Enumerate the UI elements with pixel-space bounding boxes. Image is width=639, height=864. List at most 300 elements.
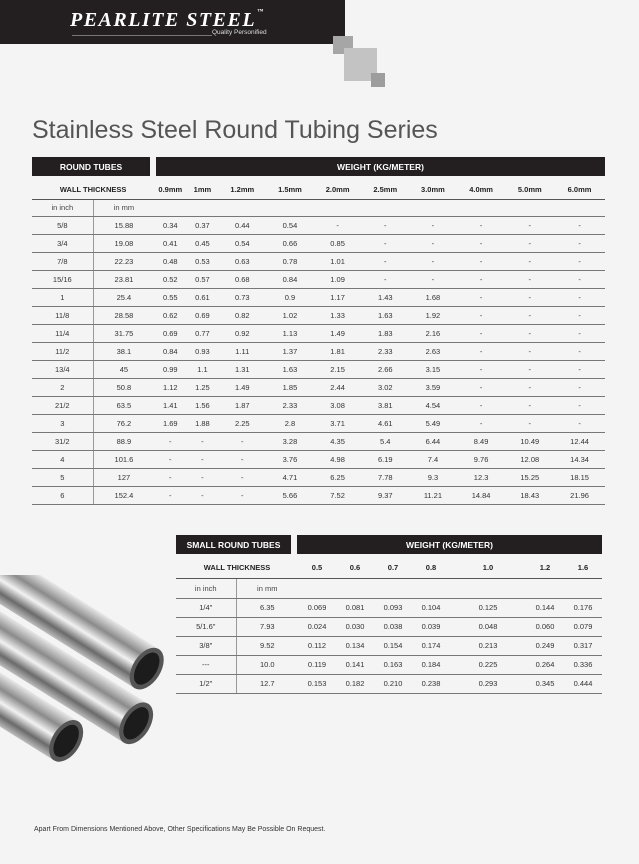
size-mm: 76.2: [93, 414, 154, 432]
weight-value: 9.37: [361, 486, 409, 504]
weight-value: 0.112: [298, 636, 336, 655]
weight-value: 1.12: [154, 378, 186, 396]
weight-value: 0.444: [564, 674, 602, 693]
weight-value: 0.154: [374, 636, 412, 655]
weight-value: 9.3: [409, 468, 457, 486]
thickness-header: 0.6: [336, 558, 374, 578]
decor-square: [371, 73, 385, 87]
weight-value: -: [554, 324, 605, 342]
logo-rule: [72, 35, 212, 36]
weight-value: 0.53: [186, 252, 218, 270]
weight-value: 3.28: [266, 432, 314, 450]
weight-value: 0.081: [336, 598, 374, 617]
weight-value: 8.49: [457, 432, 506, 450]
weight-value: 2.66: [361, 360, 409, 378]
weight-value: -: [218, 450, 266, 468]
weight-value: -: [457, 306, 506, 324]
weight-value: -: [457, 270, 506, 288]
size-inch: 1: [32, 288, 93, 306]
weight-value: 3.76: [266, 450, 314, 468]
weight-value: -: [154, 450, 186, 468]
weight-value: 0.37: [186, 216, 218, 234]
weight-value: -: [554, 288, 605, 306]
weight-value: 0.141: [336, 655, 374, 674]
weight-value: -: [554, 270, 605, 288]
spacer-cell: [154, 199, 605, 216]
size-inch: 6: [32, 486, 93, 504]
weight-value: 2.63: [409, 342, 457, 360]
round-tubes-weight-header: WEIGHT (KG/METER): [156, 157, 605, 176]
weight-value: 1.25: [186, 378, 218, 396]
thickness-header: 0.7: [374, 558, 412, 578]
weight-value: 2.33: [266, 396, 314, 414]
weight-value: 0.069: [298, 598, 336, 617]
weight-value: -: [554, 216, 605, 234]
weight-value: 1.88: [186, 414, 218, 432]
size-inch: 5/1.6": [176, 617, 236, 636]
weight-value: 1.31: [218, 360, 266, 378]
weight-value: -: [457, 414, 506, 432]
table-row: [32, 216, 605, 234]
wall-thickness-label: WALL THICKNESS: [176, 558, 298, 578]
wall-thickness-label: WALL THICKNESS: [32, 180, 154, 199]
weight-value: 1.81: [314, 342, 362, 360]
brand-name: PEARLITE STEEL: [70, 9, 257, 31]
weight-value: -: [457, 342, 506, 360]
weight-value: 1.1: [186, 360, 218, 378]
weight-value: 0.024: [298, 617, 336, 636]
footer-note: Apart From Dimensions Mentioned Above, Other Specifications May Be Possible On Request.: [34, 826, 326, 833]
weight-value: 0.68: [218, 270, 266, 288]
weight-value: 0.182: [336, 674, 374, 693]
weight-value: 0.44: [218, 216, 266, 234]
weight-value: 4.71: [266, 468, 314, 486]
weight-value: 0.99: [154, 360, 186, 378]
weight-value: 2.25: [218, 414, 266, 432]
round-tubes-table: [32, 180, 605, 505]
weight-value: 0.93: [186, 342, 218, 360]
size-inch: 2: [32, 378, 93, 396]
size-inch: 11/8: [32, 306, 93, 324]
weight-value: 12.08: [505, 450, 554, 468]
weight-value: 1.63: [266, 360, 314, 378]
weight-value: -: [505, 360, 554, 378]
weight-value: 1.49: [218, 378, 266, 396]
table-row: [176, 617, 602, 636]
weight-value: 0.317: [564, 636, 602, 655]
size-mm: 19.08: [93, 234, 154, 252]
weight-value: -: [314, 216, 362, 234]
size-mm: 25.4: [93, 288, 154, 306]
size-mm: 12.7: [236, 674, 298, 693]
thickness-header: 3.0mm: [409, 180, 457, 199]
thickness-header: 2.0mm: [314, 180, 362, 199]
size-inch: 15/16: [32, 270, 93, 288]
small-tubes-table: [176, 558, 602, 694]
weight-value: -: [505, 288, 554, 306]
thickness-header: 1.0: [450, 558, 526, 578]
size-inch: 13/4: [32, 360, 93, 378]
weight-value: 6.44: [409, 432, 457, 450]
weight-value: 5.49: [409, 414, 457, 432]
thickness-header: 0.5: [298, 558, 336, 578]
weight-value: 1.09: [314, 270, 362, 288]
thickness-header: 0.8: [412, 558, 450, 578]
weight-value: 1.43: [361, 288, 409, 306]
size-inch: 7/8: [32, 252, 93, 270]
weight-value: 0.210: [374, 674, 412, 693]
weight-value: 3.02: [361, 378, 409, 396]
thickness-header: 1mm: [186, 180, 218, 199]
small-tubes-weight-header: WEIGHT (KG/METER): [297, 535, 602, 554]
weight-value: -: [154, 432, 186, 450]
size-inch: 11/2: [32, 342, 93, 360]
weight-value: 0.9: [266, 288, 314, 306]
weight-value: -: [505, 306, 554, 324]
weight-value: 0.079: [564, 617, 602, 636]
weight-value: 2.15: [314, 360, 362, 378]
table-row: [32, 234, 605, 252]
weight-value: 0.048: [450, 617, 526, 636]
weight-value: 0.41: [154, 234, 186, 252]
weight-value: -: [554, 360, 605, 378]
weight-value: 1.01: [314, 252, 362, 270]
weight-value: 0.153: [298, 674, 336, 693]
table-row: [32, 306, 605, 324]
weight-value: 0.55: [154, 288, 186, 306]
weight-value: -: [409, 252, 457, 270]
weight-value: 6.25: [314, 468, 362, 486]
table-row: [32, 378, 605, 396]
weight-value: 0.134: [336, 636, 374, 655]
weight-value: 0.038: [374, 617, 412, 636]
weight-value: 14.84: [457, 486, 506, 504]
weight-value: 0.125: [450, 598, 526, 617]
thickness-header: 1.5mm: [266, 180, 314, 199]
weight-value: 1.02: [266, 306, 314, 324]
weight-value: -: [554, 252, 605, 270]
weight-value: 0.57: [186, 270, 218, 288]
weight-value: 3.15: [409, 360, 457, 378]
weight-value: -: [457, 324, 506, 342]
size-inch: 1/2": [176, 674, 236, 693]
weight-value: 0.69: [186, 306, 218, 324]
table-row: [32, 342, 605, 360]
weight-value: -: [186, 486, 218, 504]
weight-value: 0.176: [564, 598, 602, 617]
table-row: [32, 432, 605, 450]
weight-value: 1.83: [361, 324, 409, 342]
weight-value: -: [361, 270, 409, 288]
weight-value: 0.225: [450, 655, 526, 674]
table-row: [176, 636, 602, 655]
weight-value: 0.249: [526, 636, 564, 655]
weight-value: 12.44: [554, 432, 605, 450]
weight-value: 0.52: [154, 270, 186, 288]
weight-value: 0.119: [298, 655, 336, 674]
weight-value: 3.71: [314, 414, 362, 432]
weight-value: 0.61: [186, 288, 218, 306]
weight-value: 1.11: [218, 342, 266, 360]
table-row: [32, 396, 605, 414]
size-mm: 101.6: [93, 450, 154, 468]
weight-value: 4.35: [314, 432, 362, 450]
weight-value: 0.104: [412, 598, 450, 617]
size-inch: 21/2: [32, 396, 93, 414]
weight-value: -: [554, 342, 605, 360]
table-row: [32, 324, 605, 342]
thickness-header: 1.6: [564, 558, 602, 578]
round-tubes-header: ROUND TUBES: [32, 157, 150, 176]
weight-value: -: [554, 234, 605, 252]
weight-value: 1.69: [154, 414, 186, 432]
thickness-header-row: [176, 558, 602, 578]
weight-value: 1.33: [314, 306, 362, 324]
size-inch: 5: [32, 468, 93, 486]
weight-value: 11.21: [409, 486, 457, 504]
weight-value: 2.44: [314, 378, 362, 396]
weight-value: 0.093: [374, 598, 412, 617]
weight-value: 0.345: [526, 674, 564, 693]
table-row: [176, 598, 602, 617]
weight-value: -: [409, 234, 457, 252]
size-mm: 23.81: [93, 270, 154, 288]
brand-tagline: Quality Personified: [212, 29, 267, 36]
weight-value: -: [505, 378, 554, 396]
weight-value: -: [154, 468, 186, 486]
weight-value: -: [457, 396, 506, 414]
weight-value: -: [186, 468, 218, 486]
weight-value: -: [505, 216, 554, 234]
weight-value: 0.336: [564, 655, 602, 674]
weight-value: 0.82: [218, 306, 266, 324]
weight-value: -: [457, 288, 506, 306]
size-inch: ---: [176, 655, 236, 674]
weight-value: 1.49: [314, 324, 362, 342]
weight-value: 2.8: [266, 414, 314, 432]
size-mm: 7.93: [236, 617, 298, 636]
table-row: [176, 655, 602, 674]
weight-value: 6.19: [361, 450, 409, 468]
weight-value: -: [361, 216, 409, 234]
table-row: [32, 270, 605, 288]
weight-value: -: [457, 252, 506, 270]
unit-mm-label: in mm: [236, 578, 298, 598]
table-row: [32, 360, 605, 378]
weight-value: 4.98: [314, 450, 362, 468]
weight-value: 0.293: [450, 674, 526, 693]
table-row: [176, 674, 602, 693]
thickness-header: 6.0mm: [554, 180, 605, 199]
weight-value: 0.84: [266, 270, 314, 288]
weight-value: -: [505, 414, 554, 432]
weight-value: 0.62: [154, 306, 186, 324]
weight-value: -: [554, 396, 605, 414]
weight-value: 0.69: [154, 324, 186, 342]
size-inch: 3: [32, 414, 93, 432]
weight-value: -: [186, 450, 218, 468]
page-title: Stainless Steel Round Tubing Series: [32, 116, 438, 144]
size-inch: 11/4: [32, 324, 93, 342]
weight-value: -: [409, 270, 457, 288]
weight-value: -: [554, 414, 605, 432]
table-row: [32, 450, 605, 468]
weight-value: -: [457, 360, 506, 378]
weight-value: -: [457, 216, 506, 234]
weight-value: 0.163: [374, 655, 412, 674]
weight-value: -: [505, 252, 554, 270]
weight-value: 3.59: [409, 378, 457, 396]
weight-value: -: [554, 306, 605, 324]
weight-value: 0.54: [218, 234, 266, 252]
weight-value: -: [218, 468, 266, 486]
weight-value: 0.54: [266, 216, 314, 234]
table-row: [32, 468, 605, 486]
unit-inch-label: in inch: [176, 578, 236, 598]
weight-value: -: [218, 486, 266, 504]
size-inch: 4: [32, 450, 93, 468]
weight-value: 3.08: [314, 396, 362, 414]
size-mm: 63.5: [93, 396, 154, 414]
steel-tubes-image: [0, 575, 215, 815]
weight-value: 0.48: [154, 252, 186, 270]
weight-value: 15.25: [505, 468, 554, 486]
weight-value: 18.43: [505, 486, 554, 504]
weight-value: 0.184: [412, 655, 450, 674]
weight-value: 0.73: [218, 288, 266, 306]
weight-value: -: [361, 252, 409, 270]
weight-value: 0.039: [412, 617, 450, 636]
weight-value: 1.56: [186, 396, 218, 414]
weight-value: 10.49: [505, 432, 554, 450]
weight-value: 0.030: [336, 617, 374, 636]
thickness-header: 1.2: [526, 558, 564, 578]
weight-value: 14.34: [554, 450, 605, 468]
weight-value: 0.78: [266, 252, 314, 270]
table-row: [32, 414, 605, 432]
weight-value: -: [505, 396, 554, 414]
size-mm: 10.0: [236, 655, 298, 674]
size-mm: 152.4: [93, 486, 154, 504]
weight-value: 0.264: [526, 655, 564, 674]
size-mm: 6.35: [236, 598, 298, 617]
weight-value: 7.4: [409, 450, 457, 468]
weight-value: -: [186, 432, 218, 450]
size-mm: 15.88: [93, 216, 154, 234]
size-inch: 31/2: [32, 432, 93, 450]
size-inch: 3/8": [176, 636, 236, 655]
size-mm: 38.1: [93, 342, 154, 360]
table-row: [32, 486, 605, 504]
weight-value: 1.37: [266, 342, 314, 360]
size-mm: 50.8: [93, 378, 154, 396]
weight-value: -: [361, 234, 409, 252]
weight-value: -: [457, 378, 506, 396]
weight-value: 1.13: [266, 324, 314, 342]
weight-value: 4.54: [409, 396, 457, 414]
weight-value: 21.96: [554, 486, 605, 504]
weight-value: -: [154, 486, 186, 504]
size-mm: 9.52: [236, 636, 298, 655]
brand-trademark: ™: [257, 9, 265, 15]
weight-value: 1.92: [409, 306, 457, 324]
weight-value: 0.92: [218, 324, 266, 342]
thickness-header: 5.0mm: [505, 180, 554, 199]
thickness-header: 4.0mm: [457, 180, 506, 199]
size-mm: 127: [93, 468, 154, 486]
size-mm: 88.9: [93, 432, 154, 450]
units-row: [32, 199, 605, 216]
weight-value: 9.76: [457, 450, 506, 468]
weight-value: 1.63: [361, 306, 409, 324]
thickness-header-row: [32, 180, 605, 199]
size-mm: 31.75: [93, 324, 154, 342]
weight-value: 4.61: [361, 414, 409, 432]
weight-value: 2.33: [361, 342, 409, 360]
weight-value: -: [218, 432, 266, 450]
weight-value: 0.77: [186, 324, 218, 342]
weight-value: 0.238: [412, 674, 450, 693]
weight-value: -: [457, 234, 506, 252]
spacer-cell: [298, 578, 602, 598]
weight-value: 7.78: [361, 468, 409, 486]
weight-value: 0.63: [218, 252, 266, 270]
weight-value: -: [505, 324, 554, 342]
weight-value: 0.213: [450, 636, 526, 655]
size-inch: 5/8: [32, 216, 93, 234]
weight-value: 5.4: [361, 432, 409, 450]
weight-value: 0.144: [526, 598, 564, 617]
weight-value: -: [505, 270, 554, 288]
weight-value: -: [554, 378, 605, 396]
weight-value: 3.81: [361, 396, 409, 414]
units-row: [176, 578, 602, 598]
weight-value: 0.34: [154, 216, 186, 234]
weight-value: 7.52: [314, 486, 362, 504]
weight-value: 0.174: [412, 636, 450, 655]
thickness-header: 1.2mm: [218, 180, 266, 199]
weight-value: 1.87: [218, 396, 266, 414]
weight-value: -: [505, 234, 554, 252]
weight-value: 1.85: [266, 378, 314, 396]
size-mm: 45: [93, 360, 154, 378]
unit-mm-label: in mm: [93, 199, 154, 216]
weight-value: 18.15: [554, 468, 605, 486]
thickness-header: 0.9mm: [154, 180, 186, 199]
weight-value: 0.45: [186, 234, 218, 252]
weight-value: 1.41: [154, 396, 186, 414]
weight-value: 0.060: [526, 617, 564, 636]
table-row: [32, 288, 605, 306]
weight-value: 0.85: [314, 234, 362, 252]
weight-value: 1.17: [314, 288, 362, 306]
unit-inch-label: in inch: [32, 199, 93, 216]
size-inch: 3/4: [32, 234, 93, 252]
size-inch: 1/4": [176, 598, 236, 617]
weight-value: -: [505, 342, 554, 360]
small-tubes-header: SMALL ROUND TUBES: [176, 535, 291, 554]
weight-value: 12.3: [457, 468, 506, 486]
size-mm: 22.23: [93, 252, 154, 270]
weight-value: -: [409, 216, 457, 234]
weight-value: 5.66: [266, 486, 314, 504]
table-row: [32, 252, 605, 270]
size-mm: 28.58: [93, 306, 154, 324]
header-band: [0, 0, 345, 44]
weight-value: 2.16: [409, 324, 457, 342]
weight-value: 1.68: [409, 288, 457, 306]
weight-value: 0.84: [154, 342, 186, 360]
